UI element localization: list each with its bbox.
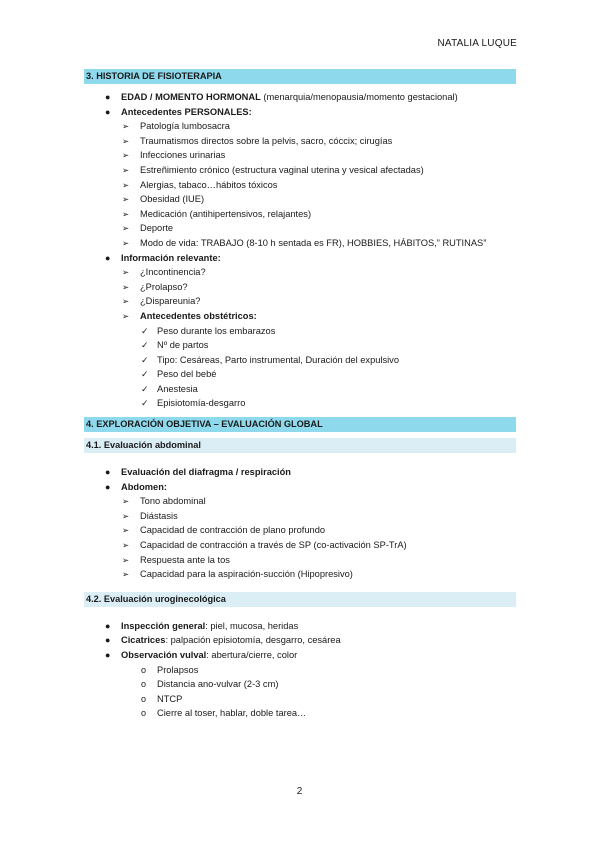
bullet-icon: ●	[105, 92, 111, 102]
list-item: ➢ Capacidad de contracción a través de SP (co-activación SP-TrA)	[84, 538, 516, 553]
list-item: o Prolapsos	[84, 663, 516, 678]
list-item-diafragma: ● Evaluación del diafragma / respiración	[84, 465, 516, 480]
list-item: ➢ Respuesta ante la tos	[84, 553, 516, 568]
arrow-icon: ➢	[122, 496, 130, 507]
bullet-icon: ●	[105, 620, 111, 631]
uroginecologica-list	[84, 619, 516, 721]
circle-bullet-icon: o	[141, 708, 147, 719]
arrow-icon: ➢	[122, 525, 130, 536]
arrow-icon: ➢	[122, 281, 130, 292]
arrow-icon: ➢	[122, 569, 130, 580]
arrow-icon: ➢	[122, 510, 130, 521]
list-item: ➢ Traumatismos directos sobre la pelvis, sacro, cóccix; cirugías	[84, 134, 516, 149]
list-item: ✓ Peso del bebé	[84, 367, 516, 382]
arrow-icon: ➢	[122, 208, 130, 219]
arrow-icon: ➢	[122, 296, 130, 307]
arrow-icon: ➢	[122, 135, 130, 146]
list-item-relevante: ● Información relevante:	[84, 251, 516, 266]
bullet-icon: ●	[105, 481, 111, 492]
check-icon: ✓	[141, 340, 149, 351]
arrow-icon: ➢	[122, 194, 130, 205]
check-icon: ✓	[141, 369, 149, 380]
list-item-inspeccion: ● Inspección general: piel, mucosa, heridas	[84, 619, 516, 634]
list-item: o NTCP	[84, 692, 516, 707]
arrow-icon: ➢	[122, 150, 130, 161]
list-item: o Cierre al toser, hablar, doble tarea…	[84, 706, 516, 721]
arrow-icon: ➢	[122, 310, 130, 321]
list-item: ➢ Modo de vida: TRABAJO (8-10 h sentada es FR), HOBBIES, HÁBITOS,” RUTINAS”	[84, 236, 516, 251]
page-number: 2	[296, 786, 303, 797]
subsection-title-abdominal: 4.1. Evaluación abdominal	[84, 438, 516, 453]
circle-bullet-icon: o	[141, 679, 147, 690]
list-item: ➢ ¿Prolapso?	[84, 280, 516, 295]
check-icon: ✓	[141, 398, 149, 409]
list-item: ➢ Capacidad de contracción de plano profundo	[84, 523, 516, 538]
bullet-icon: ●	[105, 252, 111, 263]
bullet-icon: ●	[105, 650, 111, 660]
list-item: ➢ Capacidad para la aspiración-succión (Hipopresivo)	[84, 567, 516, 582]
list-item: ➢ Diástasis	[84, 509, 516, 524]
document-author: NATALIA LUQUE	[437, 38, 517, 49]
arrow-icon: ➢	[122, 164, 130, 175]
arrow-icon: ➢	[122, 237, 130, 248]
list-item: ✓ Peso durante los embarazos	[84, 324, 516, 339]
section-title-exploracion: 4. EXPLORACIÓN OBJETIVA – EVALUACIÓN GLOBAL	[84, 417, 516, 432]
list-item: ➢ Estreñimiento crónico (estructura vaginal uterina y vesical afectadas)	[84, 163, 516, 178]
list-item: ➢ ¿Dispareunia?	[84, 294, 516, 309]
list-item-observacion: ● Observación vulval: abertura/cierre, color	[84, 648, 516, 663]
check-icon: ✓	[141, 325, 149, 336]
check-icon: ✓	[141, 354, 149, 365]
list-item: ➢ Obesidad (IUE)	[84, 192, 516, 207]
bullet-icon: ●	[105, 635, 111, 646]
list-item: ➢ Deporte	[84, 221, 516, 236]
arrow-icon: ➢	[122, 540, 130, 551]
list-item: ✓ Tipo: Cesáreas, Parto instrumental, Duración del expulsivo	[84, 353, 516, 368]
historia-list	[84, 90, 516, 411]
list-item: ✓ Anestesia	[84, 382, 516, 397]
list-item-edad: ● EDAD / MOMENTO HORMONAL (menarquia/menopausia/momento gestacional)	[84, 90, 516, 105]
abdominal-list	[84, 465, 516, 582]
document-body	[84, 69, 516, 721]
circle-bullet-icon: o	[141, 693, 147, 704]
list-item: ✓ Nº de partos	[84, 338, 516, 353]
list-item: ➢ Alergias, tabaco…hábitos tóxicos	[84, 178, 516, 193]
list-item: ➢ Patología lumbosacra	[84, 119, 516, 134]
arrow-icon: ➢	[122, 554, 130, 565]
check-icon: ✓	[141, 383, 149, 394]
arrow-icon: ➢	[122, 121, 130, 132]
list-item: ✓ Episiotomía-desgarro	[84, 396, 516, 411]
list-item-personales: ● Antecedentes PERSONALES:	[84, 105, 516, 120]
list-item-obstetricos: ➢ Antecedentes obstétricos:	[84, 309, 516, 324]
section-title-historia: 3. HISTORIA DE FISIOTERAPIA	[84, 69, 516, 84]
list-item-cicatrices: ● Cicatrices: palpación episiotomía, desgarro, cesárea	[84, 633, 516, 648]
bullet-icon: ●	[105, 106, 111, 117]
bullet-icon: ●	[105, 467, 111, 478]
arrow-icon: ➢	[122, 267, 130, 278]
subsection-title-uroginecologica: 4.2. Evaluación uroginecológica	[84, 592, 516, 607]
circle-bullet-icon: o	[141, 664, 147, 675]
list-item: ➢ Infecciones urinarias	[84, 148, 516, 163]
list-item-abdomen: ● Abdomen:	[84, 480, 516, 495]
arrow-icon: ➢	[122, 223, 130, 234]
arrow-icon: ➢	[122, 179, 130, 190]
list-item: ➢ Tono abdominal	[84, 494, 516, 509]
list-item: o Distancia ano-vulvar (2-3 cm)	[84, 677, 516, 692]
list-item: ➢ ¿Incontinencia?	[84, 265, 516, 280]
list-item: ➢ Medicación (antihipertensivos, relajantes)	[84, 207, 516, 222]
